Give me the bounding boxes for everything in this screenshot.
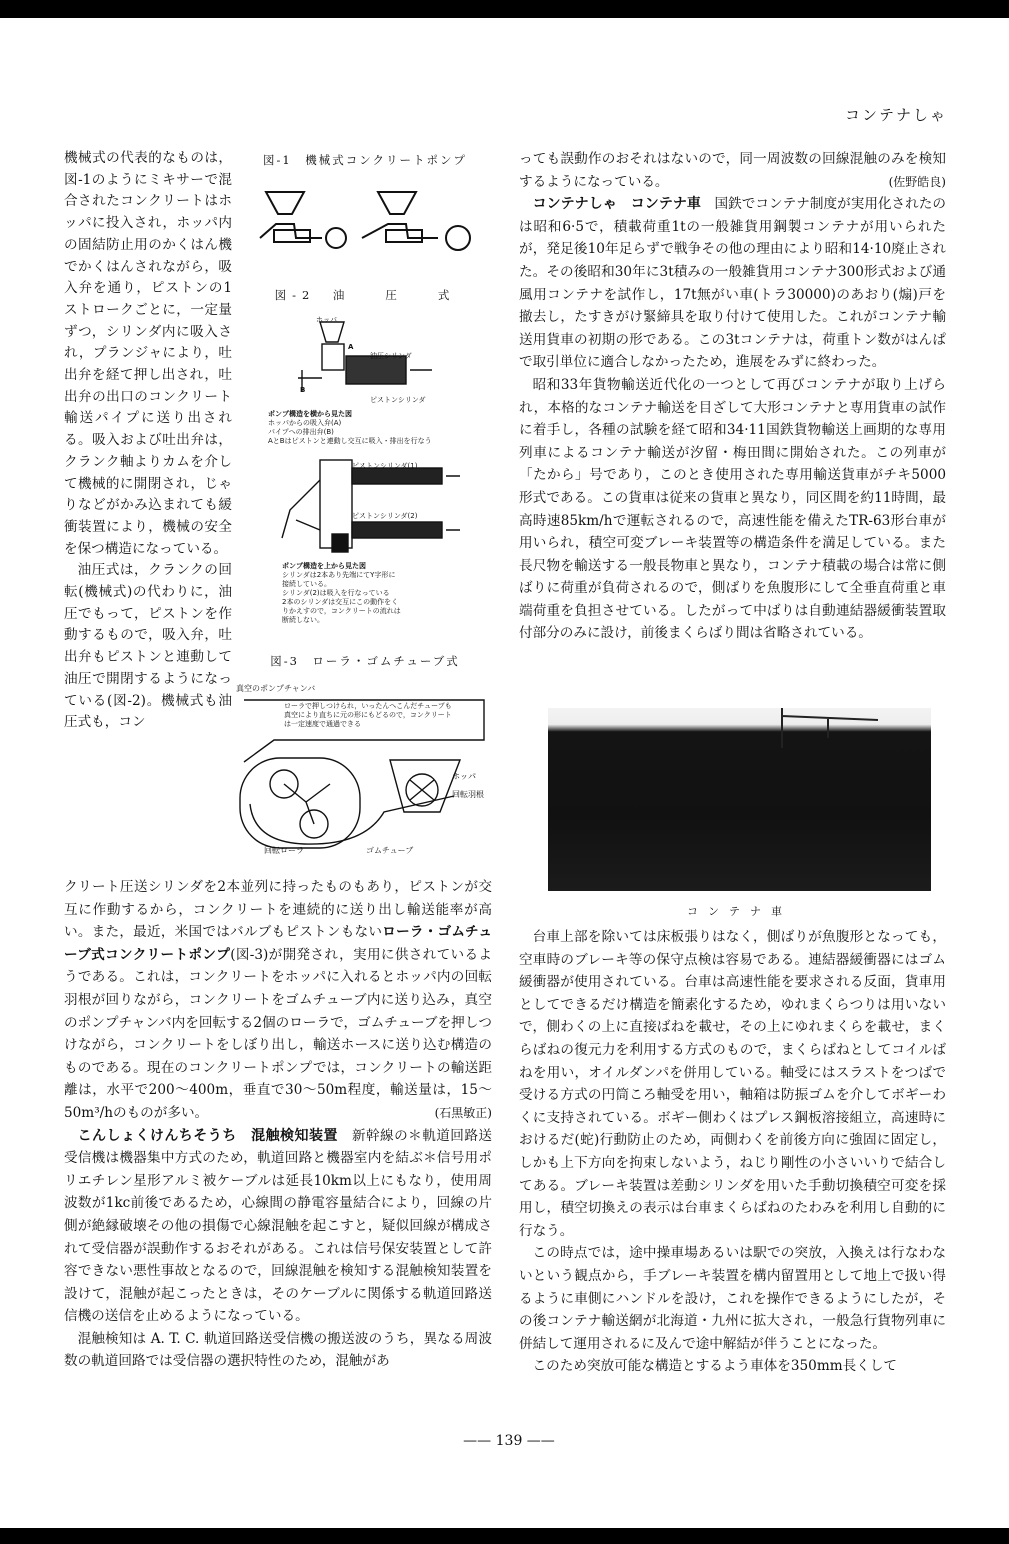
fig3-caption: 図-3 ローラ・ゴムチューブ式 <box>270 654 460 668</box>
page-number: —— 139 —— <box>463 1433 555 1449</box>
fig2-note-side-line: ホッパからの吸入弁(A) <box>268 419 342 427</box>
fig2-hopper <box>320 322 344 342</box>
fig3-callout-frame <box>244 700 484 762</box>
narrow-text-column <box>64 148 232 734</box>
author-credit: (石黒敏正) <box>434 1105 492 1120</box>
fig3-note-line: は一定速度で通過できる <box>284 720 361 728</box>
paragraph-mechanical: 機械式の代表的なものは，図-1のようにミキサーで混合されたコンクリートはホッパに投入され，ホッパ内の固結防止用のかくはん機でかくはんされながら，吸入弁を通り，ピストンの1ストロークごとに，一定量ずつ，シリンダ内に吸入され，プランジャにより，吐出弁を経て押し出され，吐出弁の出口のコンクリート輸送パイプに送り出される。吸入および吐出弁は，クランク軸よりカムを介して機械的に開閉され，じゃりなどがかみ込まれても緩衝装置により，機械の安全を保つ構造になっている。 <box>64 150 232 557</box>
fig2-valve-body <box>322 344 344 370</box>
fig2-note-top-line: 接続している。 <box>282 580 331 588</box>
running-header: コンテナしゃ <box>844 106 947 124</box>
fig2-note-top-line: シリンダ(2)は吸入を行なっている <box>282 589 390 597</box>
fig2-side-view-drawing <box>292 312 442 400</box>
keyword-roller-pump: ローラ・ゴムチューブ式コンクリートポンプ <box>64 924 492 963</box>
entry-body-contact-detector: 新幹線の＊軌道回路送受信機は機器集中方式のため，軌道回路と機器室内を結ぶ＊信号用ポリエチレン星形アルミ被ケーブルは延長10km以上にもなり，使用周波数が1kc前後であるため，心線間の静電容量結合により，回線の片側が絶縁破壊その他の損傷で心線混触を起こすと，疑似回線が構成されて受信器が誤動作するおそれがある。これは信号保安装置として許容できない悪性事故となるので，回線混触を検知する混触検知装置を設けて，混触が起こったときは，そのケーブルに関係する軌道回路送信機の送信を止めるようになっている。 <box>64 1127 493 1325</box>
container-car-photo <box>548 708 931 891</box>
fig2-block-b <box>332 534 348 552</box>
fig2-b-label: B <box>300 386 306 394</box>
text-continuation: クリート圧送シリンダを2本並列に持ったものもあり，ピストンが交互に作動するから，コンクリートを連続的に送り出し輸送能率が高い。また，最近，米国ではバルブもピストンもない <box>64 879 492 941</box>
fig2-note-side-title: ポンプ構造を横から見た図 <box>268 410 352 418</box>
paragraph-continuation-right <box>519 148 946 193</box>
right-column-upper <box>519 148 946 645</box>
entry-body-container-car: 国鉄でコンテナ制度が実用化されたのは昭和6·5で，積載荷重1tの一般雑貨用鋼製コンテナが用いられたが，発足後10年足らずで戦争その他の理由により昭和14·10廃止された。その後昭和30年に3t積みの一般雑貨用コンテナ300形式および通風用コンテナを試作し，17t無がい車(トラ30000)のあおり(煽)戸を撤去し，たすきがけ緊締具を取り付けて使用した。これがコンテナ輸送用貨車の初期の形である。この3tコンテナは，荷重トン数がはんぱで取引単位に適合しなかったため，進展をみずに終わった。 <box>519 196 947 371</box>
fig3-note-line: 真空により直ちに元の形にもどるので，コンクリート <box>284 711 452 719</box>
fig2-note-top-line: りかえすので，コンクリートの流れは <box>282 607 401 615</box>
catenary-pole <box>768 708 888 748</box>
entry-heading-container-car: コンテナしゃ コンテナ車 <box>532 196 701 213</box>
fig2-y-pipe <box>282 480 320 538</box>
fig2-note-side <box>268 410 468 446</box>
paragraph-showa33: 昭和33年貨物輸送近代化の一つとして再びコンテナが取り上げられ，本格的なコンテナ輸送を目ざして大形コンテナと専用貨車の試作に着手し，各種の試験を経て昭和34·11国鉄貨物輸送上画期的な専用列車によるコンテナ輸送が汐留・梅田間に開始された。この列車が「たから」号であり，このとき使用された専用輸送貨車がチキ5000形式である。この貨車は従来の貨車と異なり，同区間を約11時間，最高時速85km/hで運転されるので，高速性能を備えたTR-63形台車が用いられ，積空可変ブレーキ装置等の構造条件を満足している。また長尺物を輸送する一般長物車と異なり，コンテナ積載の場合は常に側ばりに荷重が負荷されるので，側ばりを魚腹形にして全垂直荷重と車端荷重を負担させている。したがって中ばりは自動連結器緩衝装置取付部分のみに設け，前後まくらばり間は省略されている。 <box>519 376 946 642</box>
fig1-cylinder-right <box>386 230 422 242</box>
fig2-arrows <box>446 476 460 530</box>
fig3-roller-label: 回転ローラ <box>264 846 304 855</box>
author-credit: (佐野皓良) <box>888 174 946 189</box>
entry-contact-detector <box>64 1125 492 1328</box>
fig2-caption: 図-2 油 圧 式 <box>274 288 456 302</box>
fig3-tube <box>250 796 454 844</box>
paragraph-bogie: 台車上部を除いては床板張りはなく，側ばりが魚腹形となっても，空車時のブレーキ等の保守点検は容易である。連結器緩衝器にはゴム緩衝器が使用されている。台車は高速性能を要求される反面，貨車用としてできるだけ構造を簡素化するため，ゆれまくらつりは用いないで，側わくの上に直接ばねを載せ，その上にゆれまくらを載せ，まくらばねの復元力を利用する方式のもので，まくらばねとしてコイルばねを用い，オイルダンパを併用している。軸受にはスラストをつばで受ける方式の円筒ころ軸受を用い，軸箱は防振ゴムを介してボギーわくに支持されている。ボギー側わくはプレス鋼板溶接組立，高速時におけるだ(蛇)行動防止のため，両側わくを前後方向に強固に固定し，しかも上下方向を拘束しないよう，ねじり剛性の小さいいりで結合してある。ブレーキ装置は差動シリンダを用いた手動切換積空可変を採用し，積空切換えの表示は台車まくらばねのたわみを利用し自動的に行なう。 <box>519 929 946 1239</box>
fig2-note-top <box>282 562 472 625</box>
fig2-note-top-line: 2本のシリンダは交互にこの動作をく <box>282 598 399 606</box>
fig3-roller-arms <box>284 784 330 824</box>
fig3-blade-label: 回転羽根 <box>452 790 484 799</box>
fig1-cylinder-left <box>274 230 310 242</box>
fig3-note-line: ローラで押しつけられ，いったんへこんだチューブも <box>284 702 452 710</box>
fig2-note-top-line: シリンダは2本あり先端にてY字形に <box>282 571 396 579</box>
paragraph-lengthened: このため突放可能な構造とするよう車体を350mm長くして <box>532 1358 897 1375</box>
fig2-piston-cyl1-label: ピストンシリンダ(1) <box>352 462 418 470</box>
fig1-hopper-left <box>266 192 304 214</box>
wide-left-column <box>64 876 492 1373</box>
fig2-note-side-line: パイプへの排出弁(B) <box>268 428 334 436</box>
entry-heading-contact-detector: こんしょくけんちそうち 混触検知装置 <box>77 1127 338 1144</box>
fig3-chamber <box>240 758 360 848</box>
fig1-caption: 図-1 機械式コンクリートポンプ <box>263 153 467 167</box>
text-continuation-right: っても誤動作のおそれはないので，同一周波数の回線混触のみを検知するようになっている。 <box>519 151 946 190</box>
text-continuation-2: (図-3)が開発され，実用に供されているようである。これは，コンクリートをホッパに入れるとホッパ内の回転羽根が回りながら，コンクリートをゴムチューブ内に送り込み，真空のポンプチャンバ内を回転する2個のローラで，ゴムチューブを押しつけながら，コンクリートをしぼり出し，輸送ホースに送り込む構造のものである。現在のコンクリートポンプでは，コンクリートの輸送距離は，水平で200～400m，垂直で30～50m程度，輸送量は，15～50m³/hのものが多い。 <box>64 946 492 1121</box>
fig2-piston-cyl2-label: ピストンシリンダ(2) <box>352 512 418 520</box>
fig3-hopper <box>390 760 460 812</box>
paragraph-hand-brake: この時点では，途中操車場あるいは駅での突放，入換えは行なわないという観点から，手ブレーキ装置を構内留置用として地上で扱い得るように車側にハンドルを設け，これを操作できるようにしたが，その後コンテナ輸送網が北海道・九州に拡大され，一般急行貨物列車に併結して運用されるに及んで途中解結が伴うことになった。 <box>519 1245 946 1352</box>
entry-container-car <box>519 193 946 374</box>
fig1-wheel-left <box>326 228 346 248</box>
fig2-cylinder-2 <box>352 522 442 538</box>
paragraph-detection: 混触検知は A. T. C. 軌道回路送受信機の搬送波のうち，異なる周波数の軌道回路では受信器の選択特性のため，混触があ <box>64 1330 492 1370</box>
fig1-hopper-right <box>378 192 416 214</box>
fig2-note-top-title: ポンプ構造を上から見た図 <box>282 562 366 570</box>
fig2-note-top-line: 断続しない。 <box>282 616 324 624</box>
right-column-lower <box>519 926 946 1378</box>
page-number-value: 139 <box>495 1433 523 1449</box>
fig3-vacuum-label: 真空のポンプチャンバ <box>236 684 316 693</box>
paragraph-continuation <box>64 876 492 1125</box>
fig3-hopper-label: ホッパ <box>452 772 476 781</box>
fig1-drawing <box>252 186 478 266</box>
fig2-hopper-label: ホッパ <box>316 316 337 324</box>
fig3-tube-label: ゴムチューブ <box>366 846 414 855</box>
fig2-piston-cylinder-label: ピストンシリンダ <box>370 396 426 404</box>
fig1-wheel-right <box>446 226 470 250</box>
top-border <box>0 0 1009 18</box>
photo-caption: コンテナ車 <box>687 905 792 918</box>
fig2-a-label: A <box>348 343 354 351</box>
bottom-border <box>0 1528 1009 1544</box>
fig3-blade-spokes <box>410 780 434 800</box>
fig2-oil-cylinder-label: 油圧シリンダ <box>370 352 412 360</box>
fig2-note-side-line: AとBはピストンと連動し交互に吸入・排出を行なう <box>268 437 432 445</box>
paragraph-hydraulic: 油圧式は，クランクの回転(機械式)の代わりに，油圧でもって，ピストンを作動するもので，吸入弁，吐出弁もピストンと連動して油圧で開閉するようになっている(図-2)。機械式も油圧式も，コン <box>64 562 232 731</box>
